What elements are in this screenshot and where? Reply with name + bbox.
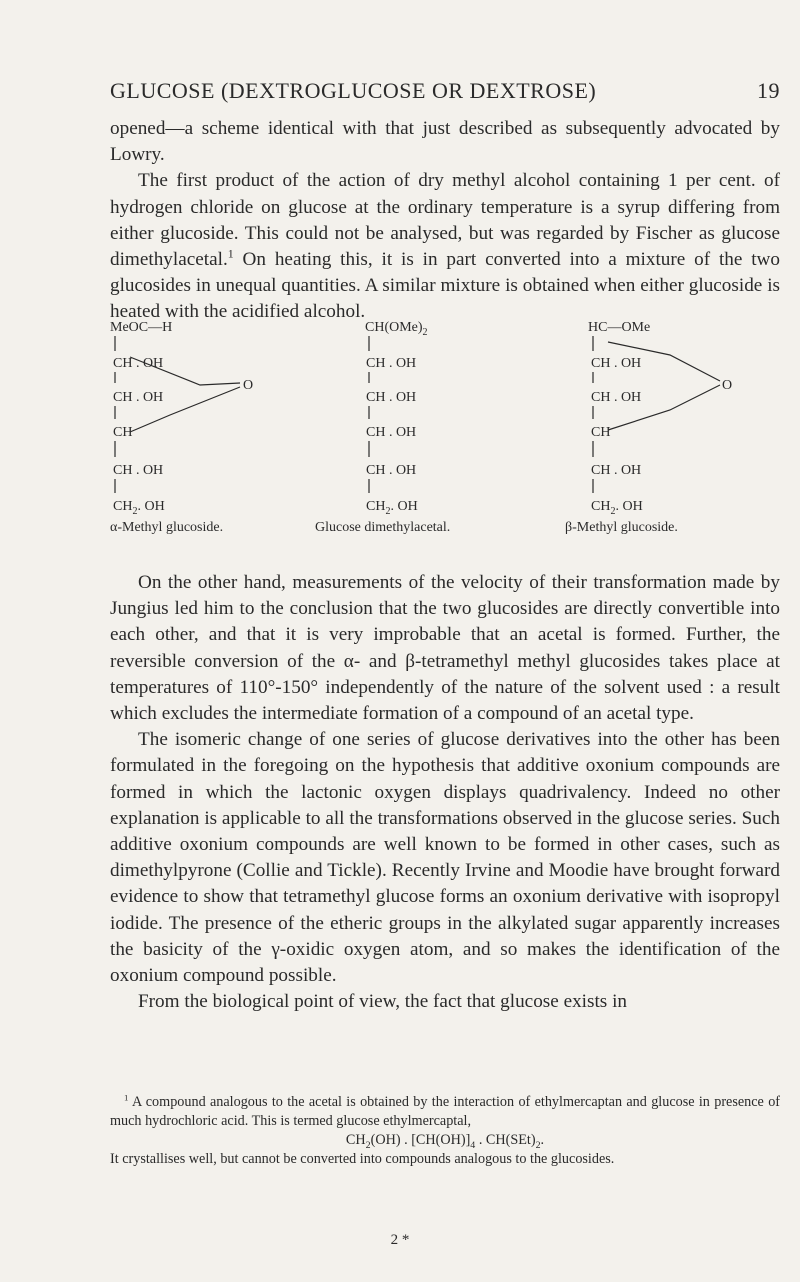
- paragraph: On the other hand, measurements of the velocity of their transformation made by Jungius led him to the conclusion that the two glucosides are directly convertible into each other, and that it is very improbable that an acetal is formed. Further, the reversible conversion of the α- and β-tetramethyl methyl glucosides takes place at temperatures of 110°-150° independently of the nature of the solvent used : a result which excludes the intermediate formation of a compound of an acetal type.: [110, 572, 780, 725]
- alpha-row-5: CH . OH: [113, 463, 164, 478]
- alpha-row-3: CH . OH: [113, 390, 164, 405]
- beta-row-4: CH: [591, 425, 611, 440]
- page-number: 19: [757, 78, 780, 103]
- acetal-row-5: CH . OH: [366, 463, 417, 478]
- beta-row-2: CH . OH: [591, 356, 642, 371]
- footnote-ref: 1: [227, 246, 234, 261]
- alpha-row-6: $CH_2$. OH: [113, 499, 165, 517]
- footnote-marker: 1: [124, 1092, 129, 1103]
- beta-row-3: CH . OH: [591, 390, 642, 405]
- body-text-top: [110, 116, 780, 326]
- alpha-row-2: CH . OH: [113, 356, 164, 371]
- alpha-ring-oxygen: O: [243, 378, 254, 393]
- acetal-row-6: $CH_2$. OH: [366, 499, 418, 517]
- paragraph: opened—a scheme identical with that just described as subsequently advocated by Lowry.: [110, 118, 780, 166]
- beta-ring-oxygen: O: [722, 378, 733, 393]
- beta-caption: β-Methyl glucoside.: [565, 520, 678, 535]
- body-text-bottom: [110, 570, 780, 1015]
- acetal-caption: Glucose dimethylacetal.: [315, 520, 451, 535]
- footnote-formula: $CH_2(OH)$ . $[CH(OH)]_4$ . $CH(SEt)_2$.: [345, 1132, 545, 1151]
- signature-mark: 2 *: [390, 1232, 410, 1248]
- alpha-methyl-glucoside-formula: [110, 320, 253, 535]
- acetal-row-1: $CH(OMe)_2$: [365, 320, 428, 338]
- beta-methyl-glucoside-formula: [565, 320, 732, 535]
- alpha-row-1: MeOC—H: [110, 320, 173, 335]
- acetal-row-3: CH . OH: [366, 390, 417, 405]
- acetal-row-4: CH . OH: [366, 425, 417, 440]
- paragraph: From the biological point of view, the fact that glucose exists in: [138, 991, 627, 1013]
- alpha-caption: α-Methyl glucoside.: [110, 520, 224, 535]
- paragraph: The first product of the action of dry methyl alcohol containing 1 per cent. of hydrogen chloride on glucose at the ordinary temperature is a syrup differing from either glucoside. This could not be analysed, but was regarded by Fischer as glucose dimethylacetal.$^1$ On heating this, it is in part converted into a mixture of the two glucosides in unequal quantities. A similar mixture is obtained when either glucoside is heated with the acidified alcohol.: [110, 170, 780, 323]
- running-title: GLUCOSE (DEXTROGLUCOSE OR DEXTROSE): [110, 78, 597, 103]
- footnote-last-line: It crystallises well, but cannot be converted into compounds analogous to the glucosides.: [110, 1151, 615, 1167]
- alpha-row-4: CH: [113, 425, 133, 440]
- acetal-row-2: CH . OH: [366, 356, 417, 371]
- paragraph: The isomeric change of one series of glucose derivatives into the other has been formulated in the foregoing on the hypothesis that additive oxonium compounds are formed in which the lactonic oxygen displays quadrivalency. Indeed no other explanation is applicable to all the transformations observed in the glucose series. Such additive oxonium compounds are well known to be formed in other cases, such as dimethylpyrone (Collie and Tickle). Recently Irvine and Moodie have brought forward evidence to show that tetramethyl glucose forms an oxonium derivative with isopropyl iodide. The presence of the etheric groups in the alkylated sugar apparently increases the basicity of the γ-oxidic oxygen atom, and so makes the identification of the oxonium compound possible.: [110, 729, 780, 987]
- footnote-text: $^1$ A compound analogous to the acetal is obtained by the interaction of ethylmercaptan and glucose in presence of much hydrochloric acid. This is termed glucose ethylmercaptal,: [110, 1092, 781, 1129]
- glucose-dimethylacetal-formula: [315, 320, 450, 535]
- structural-formulas: [110, 315, 780, 565]
- footnote: [110, 1093, 780, 1169]
- beta-row-5: CH . OH: [591, 463, 642, 478]
- beta-row-1: HC—OMe: [588, 320, 651, 335]
- formula-diagram: [110, 315, 780, 565]
- beta-row-6: $CH_2$. OH: [591, 499, 643, 517]
